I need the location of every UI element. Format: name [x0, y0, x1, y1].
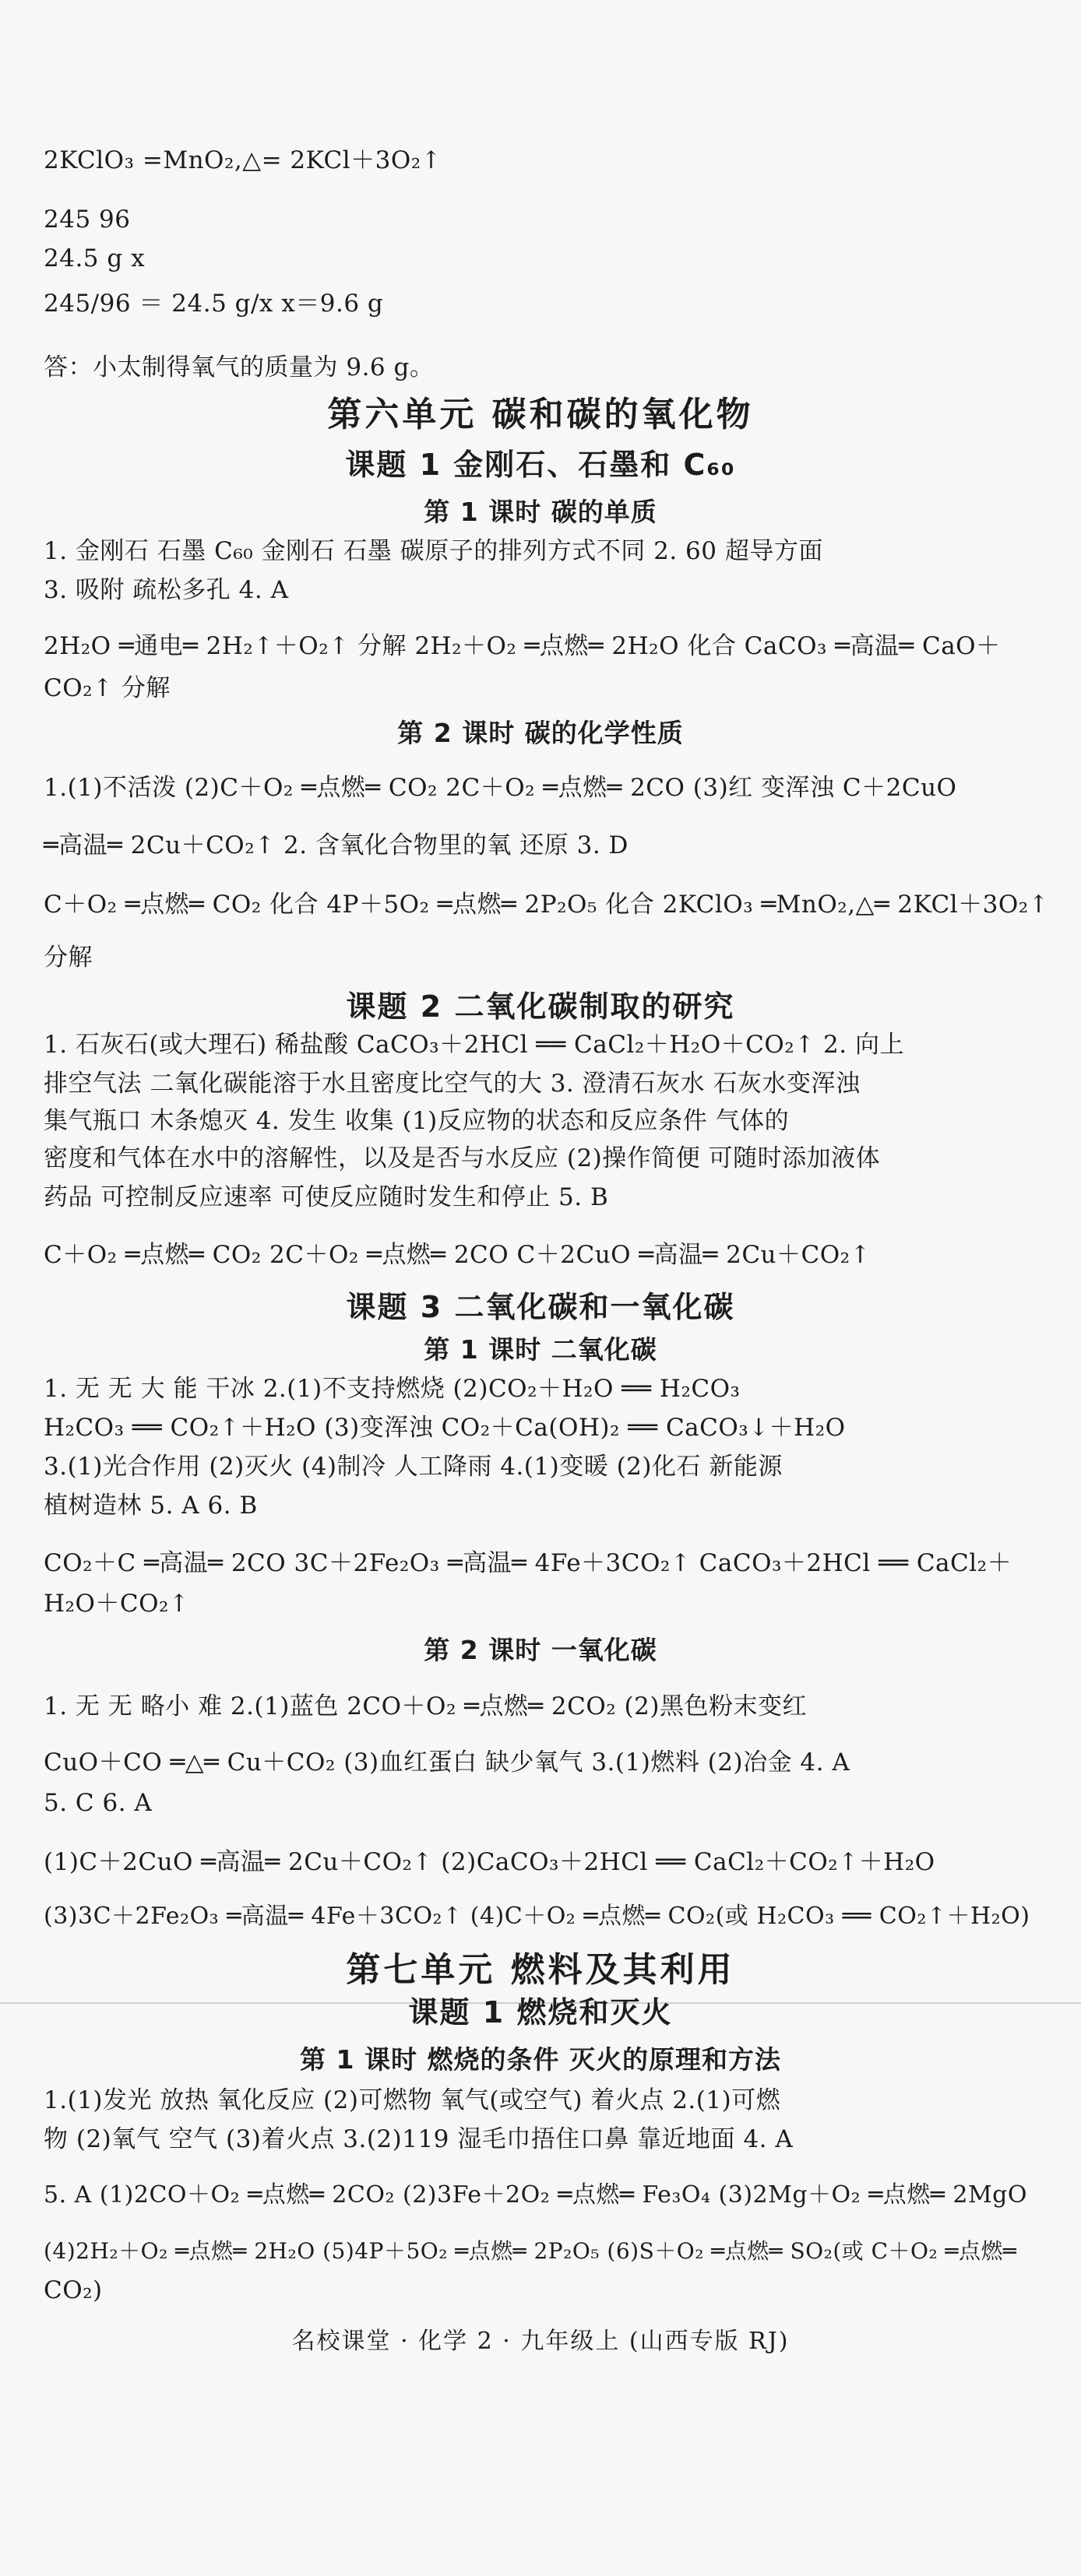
text-line: 1.(1)不活泼 (2)C＋O₂ ═点燃═ CO₂ 2C＋O₂ ═点燃═ 2CO (3)红 变浑浊 C＋2CuO [44, 774, 957, 802]
text-line: (1)C＋2CuO ═高温═ 2Cu＋CO₂↑ (2)CaCO₃＋2HCl ══ CaCl₂＋CO₂↑＋H₂O [44, 1848, 935, 1876]
page-footer: 名校课堂 · 化学 2 · 九年级上 (山西专版 RJ) [291, 2328, 790, 2355]
text-line: 1. 无 无 略小 难 2.(1)蓝色 2CO＋O₂ ═点燃═ 2CO₂ (2)黑色粉末变红 [44, 1692, 807, 1720]
intro-equation: 2KClO₃ =MnO₂,△= 2KCl＋3O₂↑ [44, 146, 442, 174]
text-line: 5. C 6. A [44, 1789, 153, 1817]
unit6-title: 第六单元 碳和碳的氧化物 [327, 395, 754, 434]
text-line: CO₂＋C ═高温═ 2CO 3C＋2Fe₂O₃ ═高温═ 4Fe＋3CO₂↑ CaCO₃＋2HCl ══ CaCl₂＋ [44, 1549, 1012, 1577]
text-line: (3)3C＋2Fe₂O₃ ═高温═ 4Fe＋3CO₂↑ (4)C＋O₂ ═点燃═ CO₂(或 H₂CO₃ ══ CO₂↑＋H₂O) [44, 1903, 1030, 1930]
unit6-topic3-lesson2-title: 第 2 课时 一氧化碳 [424, 1635, 657, 1665]
text-line: 1.(1)发光 放热 氧化反应 (2)可燃物 氧气(或空气) 着火点 2.(1)可燃 [44, 2086, 781, 2114]
unit7-topic1-lesson1-title: 第 1 课时 燃烧的条件 灭火的原理和方法 [300, 2044, 781, 2075]
text-line: 2H₂O ═通电═ 2H₂↑＋O₂↑ 分解 2H₂＋O₂ ═点燃═ 2H₂O 化合 CaCO₃ ═高温═ CaO＋ [44, 632, 1001, 660]
text-line: 植树造林 5. A 6. B [44, 1492, 258, 1520]
intro-row-2: 24.5 g x [44, 244, 146, 272]
text-line: 1. 金刚石 石墨 C₆₀ 金刚石 石墨 碳原子的排列方式不同 2. 60 超导方面 [44, 537, 823, 565]
intro-row-1: 245 96 [44, 206, 131, 234]
intro-row-3: 245/96 ＝ 24.5 g/x x＝9.6 g [44, 290, 384, 318]
text-line: C＋O₂ ═点燃═ CO₂ 化合 4P＋5O₂ ═点燃═ 2P₂O₅ 化合 2KClO₃ ═MnO₂,△═ 2KCl＋3O₂↑ [44, 891, 1050, 919]
unit6-topic1-lesson1-title: 第 1 课时 碳的单质 [424, 497, 657, 527]
text-line: CO₂) [44, 2276, 103, 2304]
text-line: 集气瓶口 木条熄灭 4. 发生 收集 (1)反应物的状态和反应条件 气体的 [44, 1107, 790, 1135]
text-line: CO₂↑ 分解 [44, 674, 171, 702]
unit6-topic1-lesson2-title: 第 2 课时 碳的化学性质 [397, 718, 684, 748]
text-line: 3.(1)光合作用 (2)灭火 (4)制冷 人工降雨 4.(1)变暖 (2)化石 新能源 [44, 1453, 783, 1481]
intro-answer: 答：小太制得氧气的质量为 9.6 g。 [44, 353, 435, 381]
text-line: 5. A (1)2CO＋O₂ ═点燃═ 2CO₂ (2)3Fe＋2O₂ ═点燃═ Fe₃O₄ (3)2Mg＋O₂ ═点燃═ 2MgO [44, 2181, 1027, 2209]
text-line: 分解 [44, 944, 93, 972]
text-line: (4)2H₂＋O₂ ═点燃═ 2H₂O (5)4P＋5O₂ ═点燃═ 2P₂O₅ (6)S＋O₂ ═点燃═ SO₂(或 C＋O₂ ═点燃═ [44, 2238, 1017, 2264]
unit7-topic1-title: 课题 1 燃烧和灭火 [408, 1995, 673, 2030]
text-line: H₂O＋CO₂↑ [44, 1590, 190, 1618]
text-line: 药品 可控制反应速率 可使反应随时发生和停止 5. B [44, 1183, 609, 1211]
text-line: CuO＋CO ═△═ Cu＋CO₂ (3)血红蛋白 缺少氧气 3.(1)燃料 (2)冶金 4. A [44, 1748, 850, 1776]
text-line: 密度和气体在水中的溶解性，以及是否与水反应 (2)操作简便 可随时添加液体 [44, 1144, 881, 1172]
unit6-topic1-title: 课题 1 金刚石、石墨和 C₆₀ [345, 448, 736, 482]
unit7-title: 第七单元 燃料及其利用 [346, 1950, 735, 1990]
text-line: 3. 吸附 疏松多孔 4. A [44, 576, 289, 604]
text-line: ═高温═ 2Cu＋CO₂↑ 2. 含氧化合物里的氧 还原 3. D [44, 831, 629, 859]
unit6-topic3-title: 课题 3 二氧化碳和一氧化碳 [346, 1290, 735, 1324]
text-line: C＋O₂ ═点燃═ CO₂ 2C＋O₂ ═点燃═ 2CO C＋2CuO ═高温═ 2Cu＋CO₂↑ [44, 1241, 871, 1269]
text-line: 1. 石灰石(或大理石) 稀盐酸 CaCO₃＋2HCl ══ CaCl₂＋H₂O＋CO₂↑ 2. 向上 [44, 1031, 904, 1059]
text-line: 1. 无 无 大 能 干冰 2.(1)不支持燃烧 (2)CO₂＋H₂O ══ H₂CO₃ [44, 1375, 741, 1403]
text-line: H₂CO₃ ══ CO₂↑＋H₂O (3)变浑浊 CO₂＋Ca(OH)₂ ══ CaCO₃↓＋H₂O [44, 1414, 846, 1442]
text-line: 排空气法 二氧化碳能溶于水且密度比空气的大 3. 澄清石灰水 石灰水变浑浊 [44, 1070, 861, 1098]
unit6-topic3-lesson1-title: 第 1 课时 二氧化碳 [424, 1334, 657, 1365]
unit6-topic2-title: 课题 2 二氧化碳制取的研究 [346, 989, 735, 1024]
text-line: 物 (2)氧气 空气 (3)着火点 3.(2)119 湿毛巾捂住口鼻 靠近地面 4. A [44, 2125, 794, 2153]
